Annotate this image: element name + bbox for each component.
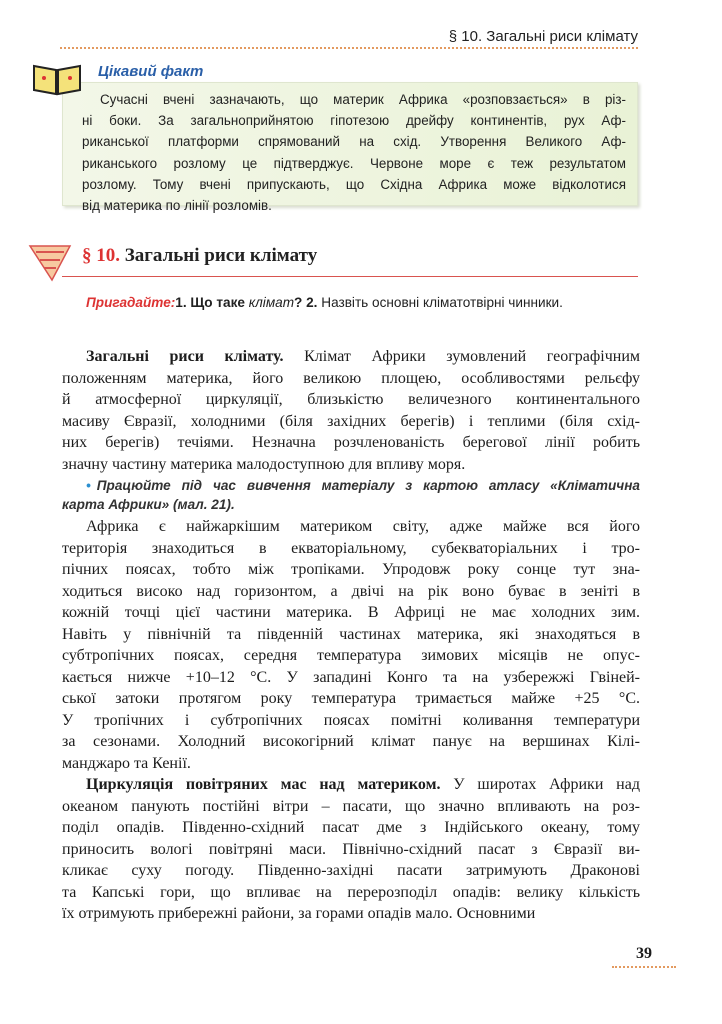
body-line: й атмосферної циркуляції, близькістю величезного континентального: [62, 391, 640, 408]
body-line: поділ опадів. Південно-східний пасат дме з Індійського океану, тому: [62, 819, 640, 836]
body-text: Клімат Африки зумовлений географічним: [283, 348, 641, 365]
page-number-ornament: [612, 966, 676, 968]
body-line: манджаро та Кенії.: [62, 754, 191, 772]
body-line: ходиться високо над горизонтом, а двічі на рік воно буває в зеніті в: [62, 582, 640, 600]
task-note-text: Працюйте під час вивчення матеріалу з картою атласу «Кліматична: [96, 478, 640, 493]
bullet-icon: •: [86, 478, 91, 493]
body-line: положенням материка, його великою площею, особливостями рельєфу: [62, 369, 640, 387]
page-number: 39: [636, 945, 652, 962]
body-line: кається нижче +10–12 °С. У западині Конго та на узбережжі Гвіней-: [62, 668, 640, 686]
task-note-line: карта Африки» (мал. 21).: [62, 497, 235, 512]
section-divider: [62, 276, 638, 277]
recall-label: Пригадайте:: [86, 295, 176, 310]
q2-text: Назвіть основні кліматотвірні чинники.: [321, 295, 563, 310]
q1-end: ?: [294, 295, 303, 310]
body-line: значну частину материка малодоступною для впливу моря.: [62, 455, 466, 473]
body-line: та Капські гори, що впливає на перерозподіл опадів: велику кількість: [62, 883, 640, 901]
body-line: за сезонами. Холодний високогірний клімат панує на вершинах Кілі-: [62, 733, 640, 750]
body-line: ської затоки протягом року температура тримається майже +25 °С.: [62, 690, 640, 707]
paragraph-lead: Загальні риси клімату.: [86, 348, 284, 365]
task-note-line: [86, 477, 640, 494]
body-line: територія знаходиться в екваторіальному, субекваторіальних і тро-: [62, 539, 640, 557]
body-line: [86, 775, 640, 794]
body-line: кликає суху погоду. Південно-західні пасати затримують Драконові: [62, 862, 640, 879]
fact-line: Сучасні вчені зазначають, що материк Африка «розповзається» в різ-: [100, 92, 626, 107]
body-line: масиву Євразії, холодними (біля західних берегів) і теплими (біля схід-: [62, 412, 640, 430]
fact-line: риканської платформи спрямований на схід. Утворення Великого Аф-: [82, 134, 626, 150]
open-book-icon: [32, 62, 82, 96]
fact-line: риканського розлому це підтверджує. Червоне море є теж результатом: [82, 155, 626, 171]
body-line: У тропічних і субтропічних поясах помітні коливання температури: [62, 711, 640, 729]
fact-line: розлому. Тому вчені припускають, що Східна Африка може відколотися: [82, 176, 626, 192]
section-title-text: Загальні риси клімату: [124, 245, 318, 266]
recall-questions: [86, 293, 638, 312]
body-line: приносить вологі повітряні маси. Північно-східний пасат з Євразії ви-: [62, 840, 640, 858]
section-title: [82, 245, 317, 267]
header-divider: [60, 47, 638, 49]
q1-term: клімат: [248, 295, 295, 310]
body-line: [86, 347, 640, 366]
body-text: У широтах Африки над: [440, 776, 640, 793]
q2-number: 2.: [306, 295, 318, 310]
body-line: субтропічних поясах, середня температура зимових місяців не опус-: [62, 647, 640, 664]
fact-box-title: Цікавий факт: [98, 63, 204, 80]
body-line: пічних поясах, тобто між тропіками. Упродовж року сонце тут зна-: [62, 561, 640, 578]
section-number: § 10.: [82, 245, 120, 266]
q1-text: Що таке: [190, 295, 249, 310]
fact-line: від материка по лінії розломів.: [82, 198, 272, 213]
paragraph-lead: Циркуляція повітряних мас над материком.: [86, 776, 441, 793]
fact-line: ні боки. За загальноприйнятою гіпотезою дрейфу континентів, рух Аф-: [82, 113, 626, 129]
body-line: їх отримують прибережні райони, за горами опадів мало. Основними: [62, 905, 536, 922]
body-line: океаном панують постійні вітри – пасати, що значно впливають на роз-: [62, 797, 640, 815]
running-header: § 10. Загальні риси клімату: [448, 28, 638, 45]
body-line: них берегів) течіями. Незначна розчленованість берегової лінії робить: [62, 434, 640, 451]
body-line: Африка є найжаркішим материком світу, адже майже вся його: [86, 518, 640, 535]
body-line: кожній точці цієї частини материка. В Африці не має холодних зим.: [62, 604, 640, 621]
body-line: Навіть у північній та південній частинах материка, які знаходяться в: [62, 625, 640, 643]
q1-number: 1.: [175, 295, 187, 310]
